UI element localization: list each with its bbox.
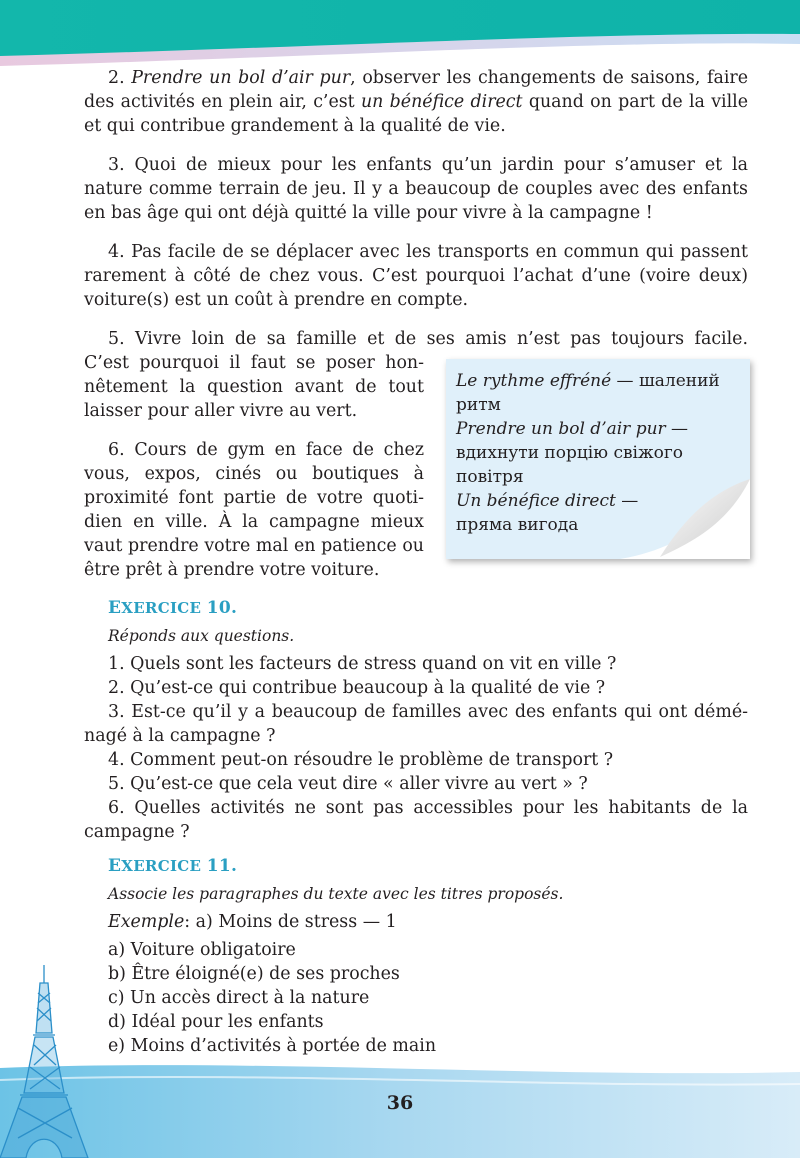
glossary-sep-3: — xyxy=(615,491,639,511)
paragraph-2 xyxy=(84,66,748,138)
paragraph-6: 6. Cours de gym en face de chez vous, expos, cinés ou boutiques à proximité font partie de votre quoti-dien en ville. À la campagne mieux vaut prendre votre mal en patience ou être prêt à prendre votre voiture. xyxy=(84,440,424,580)
exercise-11-title-rest: XERCICE xyxy=(121,857,202,875)
exercise-10-title-rest: XERCICE xyxy=(121,599,202,617)
exercise-11-number: 11. xyxy=(206,856,238,876)
question-3: 3. Est-ce qu’il y a beaucoup de familles avec des enfants qui ont démé-nagé à la campagne ? xyxy=(84,702,748,746)
example-label: Exemple xyxy=(108,912,185,932)
page-content xyxy=(84,66,748,1058)
exercise-10-instruction: Réponds aux questions. xyxy=(108,627,295,645)
exercise-11-example xyxy=(108,910,748,934)
paragraph-2-text-1: , observer les changements de saisons, faire des activités en plein air, c’est xyxy=(84,68,748,112)
eiffel-tower-icon xyxy=(0,963,90,1158)
page-curl-icon xyxy=(620,479,750,559)
paragraph-4: 4. Pas facile de se déplacer avec les transports en commun qui passent rarement à côté de chez vous. C’est pourquoi l’achat d’une (voire deux) voiture(s) est un coût à prendre en compte. xyxy=(84,242,748,310)
exercise-10-title xyxy=(108,596,748,620)
glossary-translation-1: шалений ритм xyxy=(456,371,720,415)
paragraph-3: 3. Quoi de mieux pour les enfants qu’un jardin pour s’amuser et la nature comme terrain de jeu. Il y a beaucoup de couples avec des enfants en bas âge qui ont déjà quitté la ville pour vivre à la campagne ! xyxy=(84,155,748,223)
glossary-entry-1 xyxy=(456,369,746,417)
paragraph-5-rest: C’est pourquoi il faut se poser hon-nêtement la question avant de tout laisser pour aller vivre au vert. xyxy=(84,353,424,421)
exercise-11-instruction: Associe les paragraphes du texte avec les titres proposés. xyxy=(108,885,564,903)
option-d: d) Idéal pour les enfants xyxy=(108,1012,324,1032)
paragraphs-5-6-with-glossary xyxy=(84,327,748,582)
example-text: : a) Moins de stress — 1 xyxy=(184,912,397,932)
paragraph-2-italic-1: Prendre un bol d’air pur xyxy=(131,68,351,88)
glossary-box xyxy=(446,359,750,559)
exercise-11-title xyxy=(108,854,748,878)
paragraph-2-italic-2: un bénéfice direct xyxy=(360,92,523,112)
glossary-term-2: Prendre un bol d’air pur xyxy=(456,419,666,439)
glossary-sep-2: — xyxy=(665,419,689,439)
exercise-11-options xyxy=(108,938,748,1058)
exercise-10-title-initial: E xyxy=(108,598,122,618)
page-number: 36 xyxy=(386,1092,414,1114)
glossary-sep-1: — xyxy=(611,371,639,391)
option-c: c) Un accès direct à la nature xyxy=(108,988,370,1008)
question-6: 6. Quelles activités ne sont pas accessibles pour les habitants de la campagne ? xyxy=(84,798,748,842)
exercise-10-number: 10. xyxy=(206,598,238,618)
exercise-10-questions xyxy=(84,652,748,844)
paragraph-5-line-1: 5. Vivre loin de sa famille et de ses amis n’est pas toujours facile. xyxy=(108,329,748,349)
option-e: e) Moins d’activités à portée de main xyxy=(108,1036,437,1056)
exercise-11-title-initial: E xyxy=(108,856,122,876)
paragraph-2-number: 2. xyxy=(108,68,125,88)
narrow-column xyxy=(84,351,424,582)
glossary-translation-3: пряма вигода xyxy=(456,515,579,535)
question-4: 4. Comment peut-on résoudre le problème de transport ? xyxy=(108,750,614,770)
paragraph-2-text-2: quand on part de la ville et qui contribue grandement à la qualité de vie. xyxy=(84,92,748,136)
question-2: 2. Qu’est-ce qui contribue beaucoup à la qualité de vie ? xyxy=(108,678,606,698)
glossary-translation-2: вдихнути порцію свіжого повітря xyxy=(456,443,683,487)
glossary-term-1: Le rythme effréné xyxy=(456,371,612,391)
glossary-term-3: Un bénéfice direct xyxy=(456,491,616,511)
question-1: 1. Quels sont les facteurs de stress quand on vit en ville ? xyxy=(108,654,617,674)
option-b: b) Être éloigné(e) de ses proches xyxy=(108,964,400,984)
question-5: 5. Qu’est-ce que cela veut dire « aller vivre au vert » ? xyxy=(108,774,588,794)
option-a: a) Voiture obligatoire xyxy=(108,940,296,960)
